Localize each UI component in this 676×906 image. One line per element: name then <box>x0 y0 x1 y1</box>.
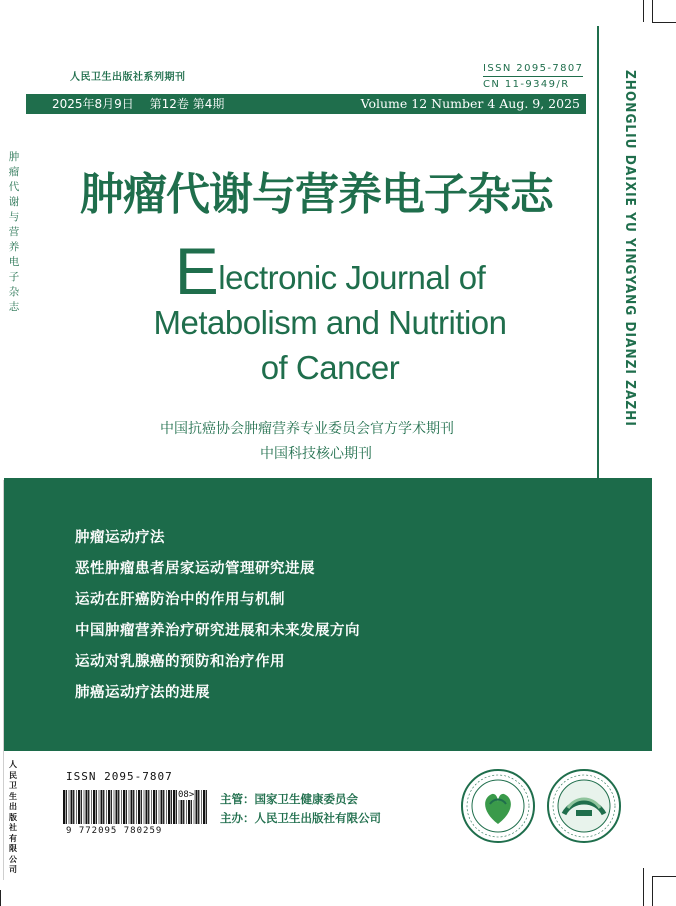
spine-char: 限 <box>9 844 17 853</box>
barcode-bar <box>159 790 160 824</box>
barcode-bar <box>81 790 82 824</box>
barcode-bar <box>136 790 137 824</box>
barcode-bar <box>114 790 115 824</box>
contents-list <box>75 528 360 714</box>
spine-char: 养 <box>8 241 20 253</box>
spine-char: 民 <box>9 770 17 780</box>
society-logo <box>460 768 536 844</box>
crop-mark <box>0 890 1 906</box>
contents-item[interactable]: 运动在肝癌防治中的作用与机制 <box>75 592 285 608</box>
sponsor-line: 主办：人民卫生出版社有限公司 <box>220 811 381 825</box>
barcode-bar <box>203 790 205 824</box>
barcode-bar <box>86 790 88 824</box>
association-logo <box>546 768 622 844</box>
spine-char: 与 <box>8 211 20 223</box>
barcode-bar <box>101 790 103 824</box>
barcode-bar <box>151 790 152 824</box>
barcode-bar <box>168 790 170 824</box>
spine-title <box>6 150 22 315</box>
barcode-bar <box>111 790 112 824</box>
pinyin-title: ZHONGLIU DAIXIE YU YINGYANG DIANZI ZAZHI <box>622 70 638 427</box>
spine-char: 代 <box>8 181 20 193</box>
issn-cn-block <box>483 62 583 92</box>
issue-bar <box>26 94 586 114</box>
vertical-rule <box>597 26 599 478</box>
issue-volume-en: Volume 12 Number 4 Aug. 9, 2025 <box>360 96 580 111</box>
barcode-addon-number: 08> <box>178 790 195 800</box>
spine-char: 版 <box>9 812 17 822</box>
crop-mark <box>652 876 653 906</box>
barcode-bar <box>121 790 122 824</box>
spine-char: 肿 <box>8 151 20 163</box>
crop-mark <box>652 22 676 23</box>
barcode-bar <box>156 790 157 824</box>
crop-mark <box>643 0 644 22</box>
barcode-bar <box>84 790 85 824</box>
barcode-bar <box>116 790 118 824</box>
spine-char: 志 <box>8 301 20 313</box>
crop-mark <box>652 876 676 877</box>
sponsor-block <box>220 790 381 828</box>
barcode-number: 9 772095 780259 <box>66 826 163 836</box>
barcode-bar <box>148 790 149 824</box>
barcode-bar <box>161 790 163 824</box>
barcode-issn: ISSN 2095-7807 <box>66 770 173 783</box>
barcode-bar <box>126 790 127 824</box>
issn-top: ISSN 2095-7807 <box>483 63 584 74</box>
issue-date-cn: 2025年8月9日 第12卷 第4期 <box>52 97 225 111</box>
barcode-bar <box>146 790 148 824</box>
barcode-bar <box>103 790 104 824</box>
barcode-bar <box>173 790 175 824</box>
spine-char: 瘤 <box>8 166 20 178</box>
spine-char: 子 <box>8 271 20 283</box>
barcode-bar <box>138 790 140 824</box>
spine-char: 公 <box>9 854 17 864</box>
contents-item[interactable]: 肿瘤运动疗法 <box>75 530 165 546</box>
barcode-bar <box>201 790 202 824</box>
spine-char: 生 <box>9 791 17 801</box>
contents-item[interactable]: 肺癌运动疗法的进展 <box>75 685 210 701</box>
spine-char: 人 <box>9 760 17 769</box>
barcode-bar <box>69 790 70 824</box>
barcode-bar <box>123 790 125 824</box>
barcode-bar <box>63 790 65 824</box>
crop-mark <box>652 0 653 22</box>
barcode-bar <box>106 790 107 824</box>
publisher-series: 人民卫生出版社系列期刊 <box>70 72 186 83</box>
subtitle-core: 中国科技核心期刊 <box>260 446 372 462</box>
barcode-bar <box>88 790 89 824</box>
barcode-bar <box>166 790 167 824</box>
spine-publisher <box>6 760 20 876</box>
spine-char: 营 <box>8 226 20 238</box>
spine-char: 有 <box>9 833 17 843</box>
spine-char: 出 <box>9 802 17 811</box>
title-en-line1-rest: lectronic Journal of <box>218 259 486 296</box>
spine-char: 社 <box>9 823 17 832</box>
barcode-bar <box>99 790 100 824</box>
supervisor-line: 主管：国家卫生健康委员会 <box>220 792 358 806</box>
cn-number: CN 11-9349/R <box>483 76 583 92</box>
crop-mark <box>643 868 644 906</box>
barcode-bar <box>176 790 177 824</box>
barcode-bar <box>153 790 155 824</box>
barcode-bar <box>198 790 199 824</box>
spine-char: 杂 <box>8 286 20 298</box>
contents-item[interactable]: 运动对乳腺癌的预防和治疗作用 <box>75 654 285 670</box>
barcode-bar <box>129 790 130 824</box>
barcode-bar <box>133 790 134 824</box>
barcode-bar <box>76 790 77 824</box>
barcode-bar <box>141 790 142 824</box>
barcode-bar <box>91 790 92 824</box>
barcode-bar <box>78 790 80 824</box>
barcode-bar <box>73 790 74 824</box>
journal-title-en <box>120 234 540 390</box>
spine-char: 卫 <box>9 781 17 790</box>
title-en-line1 <box>120 234 540 308</box>
barcode-bar <box>206 790 207 824</box>
barcode-bar <box>66 790 67 824</box>
barcode-bar <box>196 790 198 824</box>
barcode-bar <box>71 790 73 824</box>
title-en-initial: E <box>174 234 219 308</box>
barcode-bar <box>163 790 164 824</box>
barcode-bar <box>108 790 110 824</box>
title-en-line2: Metabolism and Nutrition <box>153 304 507 341</box>
barcode-bar <box>144 790 145 824</box>
spine-char: 电 <box>8 256 20 268</box>
title-en-line3: of Cancer <box>260 349 400 386</box>
barcode-bar <box>93 790 95 824</box>
subtitle-official: 中国抗癌协会肿瘤营养专业委员会官方学术期刊 <box>160 421 454 437</box>
journal-title-cn: 肿瘤代谢与营养电子杂志 <box>80 169 553 220</box>
spine-char: 司 <box>9 865 17 874</box>
barcode-image <box>62 790 172 824</box>
contents-item[interactable]: 中国肿瘤营养治疗研究进展和未来发展方向 <box>75 623 360 639</box>
barcode-bar <box>118 790 119 824</box>
spine-char: 谢 <box>8 196 20 208</box>
barcode-bar <box>96 790 97 824</box>
contents-item[interactable]: 恶性肿瘤患者居家运动管理研究进展 <box>75 561 315 577</box>
barcode-bar <box>131 790 133 824</box>
